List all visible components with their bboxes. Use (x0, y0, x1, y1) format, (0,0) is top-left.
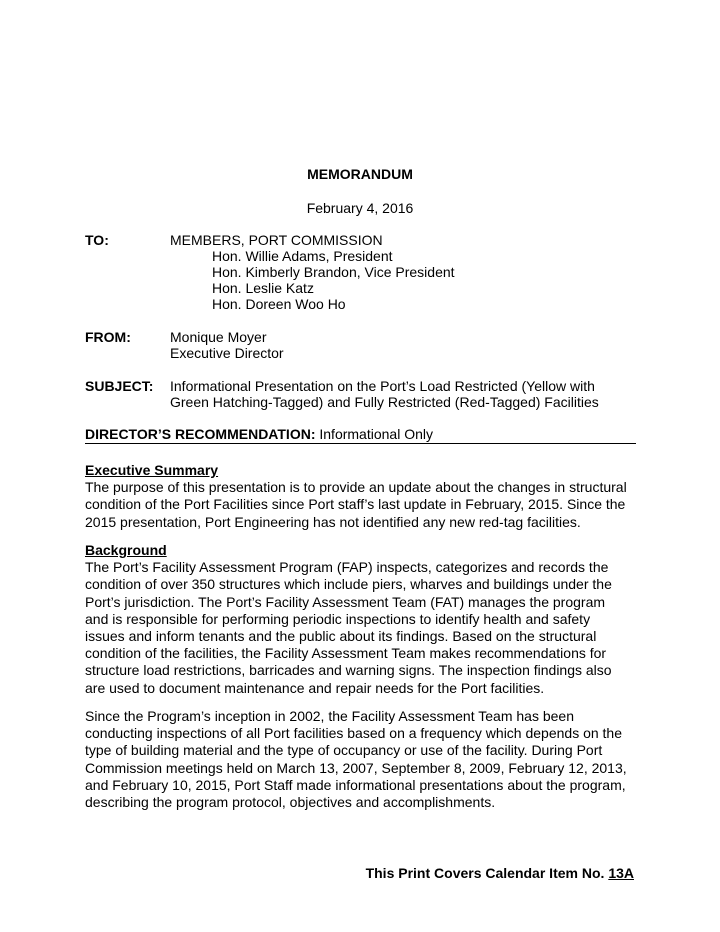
from-label: FROM: (85, 329, 131, 345)
to-recipient: Hon. Doreen Woo Ho (212, 296, 346, 312)
paragraph-line: 2015 presentation, Port Engineering has not identified any new red-tag facilities. (85, 513, 581, 530)
memo-date: February 4, 2016 (306, 200, 414, 216)
paragraph-line: and February 10, 2015, Port Staff made informational presentations about the program, (85, 776, 626, 793)
paragraph-line: issues and inform tenants and the public about its findings. Based on the structural (85, 628, 597, 645)
paragraph-line: Port’s jurisdiction. The Port’s Facility Assessment Team (FAT) manages the program (85, 593, 606, 610)
section-divider (85, 443, 636, 444)
recommendation-label: DIRECTOR’S RECOMMENDATION: (85, 426, 316, 442)
calendar-item-footer (366, 865, 634, 881)
calendar-item-number: 13A (608, 865, 634, 881)
paragraph-line: are used to document maintenance and repair needs for the Port facilities. (85, 679, 545, 696)
from-title: Executive Director (170, 345, 284, 361)
paragraph-line: describing the program protocol, objectives and accomplishments. (85, 794, 496, 811)
background-paragraph-2 (85, 708, 645, 811)
executive-summary-heading: Executive Summary (85, 462, 219, 478)
paragraph-line: conducting inspections of all Port facilities based on a frequency which depends on the (85, 725, 623, 742)
to-recipient: Hon. Leslie Katz (212, 280, 314, 296)
paragraph-line: Commission meetings held on March 13, 2007, September 8, 2009, February 12, 2013, (85, 759, 627, 776)
from-name: Monique Moyer (170, 329, 267, 345)
background-section (85, 542, 645, 697)
footer-text: This Print Covers Calendar Item No. (365, 865, 605, 881)
paragraph-line: and is responsible for performing periodic inspections to identify health and safety (85, 610, 591, 627)
memo-title: MEMORANDUM (307, 166, 413, 182)
paragraph-line: condition of the Port Facilities since Port staff’s last update in February, 2015. Since the (85, 496, 626, 513)
to-label: TO: (85, 232, 109, 248)
subject-line: Green Hatching-Tagged) and Fully Restricted (Red-Tagged) Facilities (170, 394, 599, 410)
recommendation-value: Informational Only (319, 426, 433, 442)
to-recipient: Hon. Willie Adams, President (212, 248, 393, 264)
subject-line: Informational Presentation on the Port’s Load Restricted (Yellow with (170, 378, 595, 394)
paragraph-line: The Port’s Facility Assessment Program (FAP) inspects, categorizes and records the (85, 559, 609, 576)
paragraph-line: condition of the facilities, the Facility Assessment Team makes recommendations for (85, 645, 607, 662)
executive-summary-section (85, 462, 645, 531)
paragraph-line: condition of over 350 structures which include piers, wharves and buildings under the (85, 576, 612, 593)
to-recipient-group: MEMBERS, PORT COMMISSION (170, 232, 383, 248)
subject-label: SUBJECT: (85, 378, 154, 394)
background-heading: Background (85, 542, 167, 558)
paragraph-line: structure load restrictions, barricades and warning signs. The inspection findings also (85, 662, 612, 679)
to-recipient: Hon. Kimberly Brandon, Vice President (212, 264, 455, 280)
paragraph-line: Since the Program’s inception in 2002, the Facility Assessment Team has been (85, 708, 574, 724)
paragraph-line: The purpose of this presentation is to provide an update about the changes in structural (85, 479, 627, 496)
paragraph-line: type of building material and the type of occupancy or use of the facility. During Port (85, 742, 603, 759)
director-recommendation (85, 426, 433, 442)
